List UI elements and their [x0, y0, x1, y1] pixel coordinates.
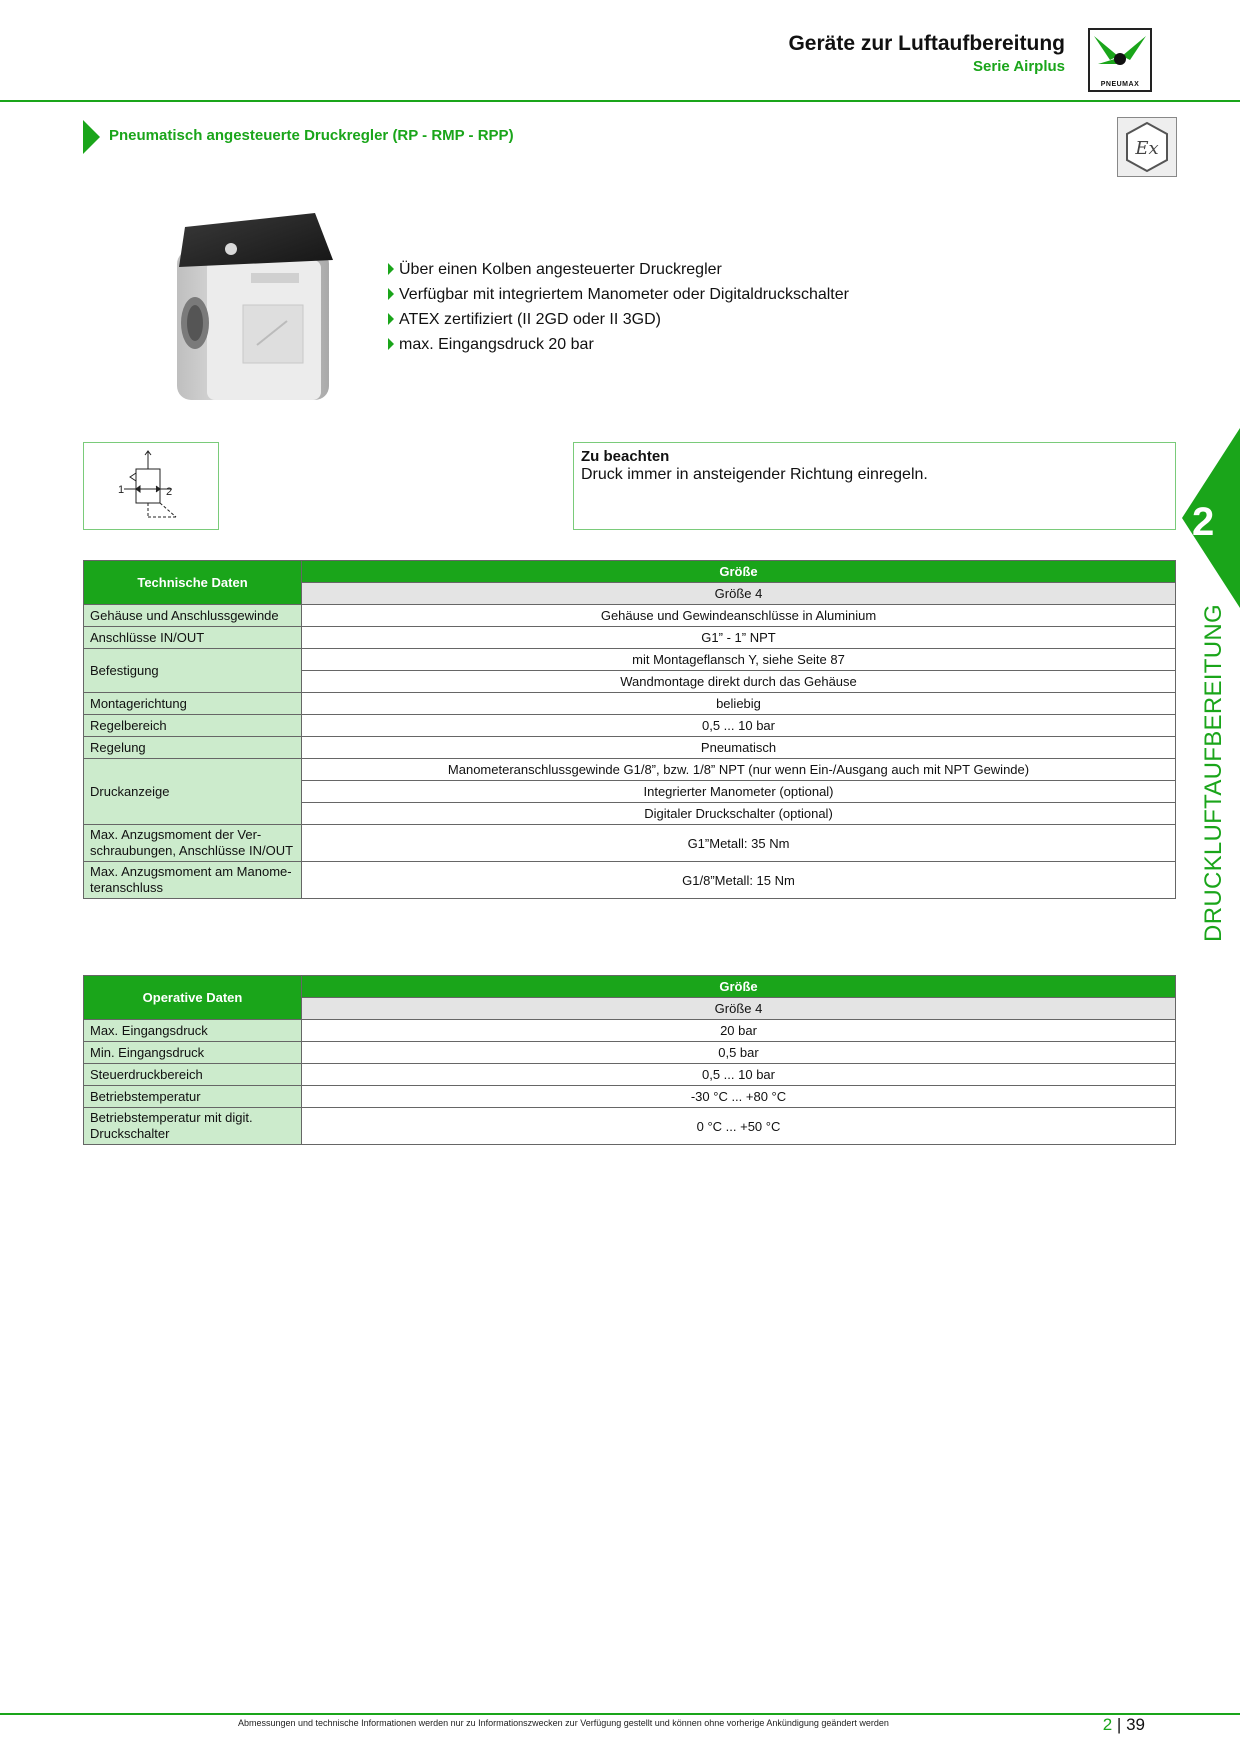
table-row	[84, 627, 1176, 649]
pneumax-logo	[1088, 28, 1152, 92]
logo-text: PNEUMAX	[1100, 81, 1140, 88]
row-value: Wandmontage direkt durch das Gehäuse	[302, 671, 1176, 693]
row-label: Max. Anzugsmoment am Manome-teranschluss	[84, 862, 302, 899]
row-label: Regelbereich	[84, 715, 302, 737]
header-rule	[0, 100, 1240, 102]
table-row	[84, 1108, 1176, 1145]
feature-text: max. Eingangsdruck 20 bar	[399, 336, 594, 353]
page-number	[1103, 1715, 1145, 1735]
technical-data-table	[83, 560, 1176, 899]
row-value: 0,5 ... 10 bar	[302, 715, 1176, 737]
feature-text: Über einen Kolben angesteuerter Druckregler	[399, 261, 722, 278]
row-value: 20 bar	[302, 1020, 1176, 1042]
oper-table-corner: Operative Daten	[84, 976, 302, 1020]
note-box	[573, 442, 1176, 530]
row-value: 0,5 bar	[302, 1042, 1176, 1064]
section-title: Pneumatisch angesteuerte Druckregler (RP - RMP - RPP)	[109, 127, 514, 144]
svg-text:Ex: Ex	[1135, 138, 1159, 159]
row-label: Montagerichtung	[84, 693, 302, 715]
table-row	[84, 1020, 1176, 1042]
tech-size-group-header: Größe	[302, 561, 1176, 583]
feature-item	[388, 332, 849, 357]
feature-list	[388, 257, 849, 357]
row-label: Betriebstemperatur	[84, 1086, 302, 1108]
row-value: 0,5 ... 10 bar	[302, 1064, 1176, 1086]
symbol-port-2: 2	[166, 486, 173, 498]
row-value: -30 °C ... +80 °C	[302, 1086, 1176, 1108]
feature-item	[388, 307, 849, 332]
symbol-port-1: 1	[118, 484, 125, 496]
row-value: Gehäuse und Gewindeanschlüsse in Aluminium	[302, 605, 1176, 627]
footer-separator: |	[1116, 1715, 1122, 1734]
table-row	[84, 715, 1176, 737]
bullet-arrow-icon	[388, 288, 394, 300]
operative-data-table	[83, 975, 1176, 1145]
feature-text: Verfügbar mit integriertem Manometer oder Digitaldruckschalter	[399, 286, 849, 303]
regulator-symbol-icon	[84, 443, 218, 529]
row-label: Anschlüsse IN/OUT	[84, 627, 302, 649]
header-title: Geräte zur Luftaufbereitung	[788, 32, 1065, 55]
footer-page: 39	[1126, 1715, 1145, 1734]
feature-item	[388, 282, 849, 307]
row-value: beliebig	[302, 693, 1176, 715]
row-value: G1/8”Metall: 15 Nm	[302, 862, 1176, 899]
bullet-arrow-icon	[388, 263, 394, 275]
feature-item	[388, 257, 849, 282]
note-title: Zu beachten	[581, 448, 670, 465]
row-value: G1” - 1” NPT	[302, 627, 1176, 649]
row-label: Max. Anzugsmoment der Ver-schraubungen, Anschlüsse IN/OUT	[84, 825, 302, 862]
chapter-label: DRUCKLUFTAUFBEREITUNG	[1200, 604, 1227, 942]
product-image	[165, 205, 345, 410]
row-label: Regelung	[84, 737, 302, 759]
table-row	[84, 1064, 1176, 1086]
row-label: Min. Eingangsdruck	[84, 1042, 302, 1064]
row-value: Pneumatisch	[302, 737, 1176, 759]
oper-table-body	[84, 1020, 1176, 1145]
row-label: Druckanzeige	[84, 759, 302, 825]
note-text: Druck immer in ansteigender Richtung einregeln.	[581, 466, 928, 483]
footer-disclaimer: Abmessungen und technische Informationen werden nur zu Informationszwecken zur Verfügung gestellt und können ohne vorherige Ankündigung geändert werden	[238, 1718, 889, 1728]
table-row	[84, 649, 1176, 671]
pneumax-logo-icon	[1090, 30, 1150, 80]
row-value: Digitaler Druckschalter (optional)	[302, 803, 1176, 825]
table-row	[84, 737, 1176, 759]
row-value: G1”Metall: 35 Nm	[302, 825, 1176, 862]
row-label: Betriebstemperatur mit digit. Druckschalter	[84, 1108, 302, 1145]
table-row	[84, 1086, 1176, 1108]
table-row	[84, 759, 1176, 781]
footer-chapter: 2	[1102, 1715, 1113, 1734]
feature-text: ATEX zertifiziert (II 2GD oder II 3GD)	[399, 311, 661, 328]
row-value: Integrierter Manometer (optional)	[302, 781, 1176, 803]
row-value: mit Montageflansch Y, siehe Seite 87	[302, 649, 1176, 671]
pneumatic-symbol	[83, 442, 219, 530]
row-label: Befestigung	[84, 649, 302, 693]
row-label: Steuerdruckbereich	[84, 1064, 302, 1086]
footer-rule	[0, 1713, 1240, 1715]
row-value: 0 °C ... +50 °C	[302, 1108, 1176, 1145]
table-row	[84, 862, 1176, 899]
table-row	[84, 1042, 1176, 1064]
bullet-arrow-icon	[388, 313, 394, 325]
table-row	[84, 605, 1176, 627]
row-value: Manometeranschlussgewinde G1/8”, bzw. 1/8” NPT (nur wenn Ein-/Ausgang auch mit NPT Gewinde)	[302, 759, 1176, 781]
table-row	[84, 693, 1176, 715]
table-row	[84, 825, 1176, 862]
tech-size-header: Größe 4	[302, 583, 1176, 605]
header-subtitle: Serie Airplus	[973, 58, 1065, 75]
tech-table-body	[84, 605, 1176, 899]
atex-badge	[1117, 117, 1177, 177]
chapter-number: 2	[1192, 500, 1215, 544]
pressure-regulator-picture	[165, 205, 345, 410]
row-label: Max. Eingangsdruck	[84, 1020, 302, 1042]
bullet-arrow-icon	[388, 338, 394, 350]
oper-size-header: Größe 4	[302, 998, 1176, 1020]
chapter-label-box	[1199, 604, 1229, 942]
oper-size-group-header: Größe	[302, 976, 1176, 998]
section-arrow-icon	[83, 120, 100, 154]
tech-table-corner: Technische Daten	[84, 561, 302, 605]
atex-hexagon-icon	[1118, 118, 1176, 176]
row-label: Gehäuse und Anschlussgewinde	[84, 605, 302, 627]
